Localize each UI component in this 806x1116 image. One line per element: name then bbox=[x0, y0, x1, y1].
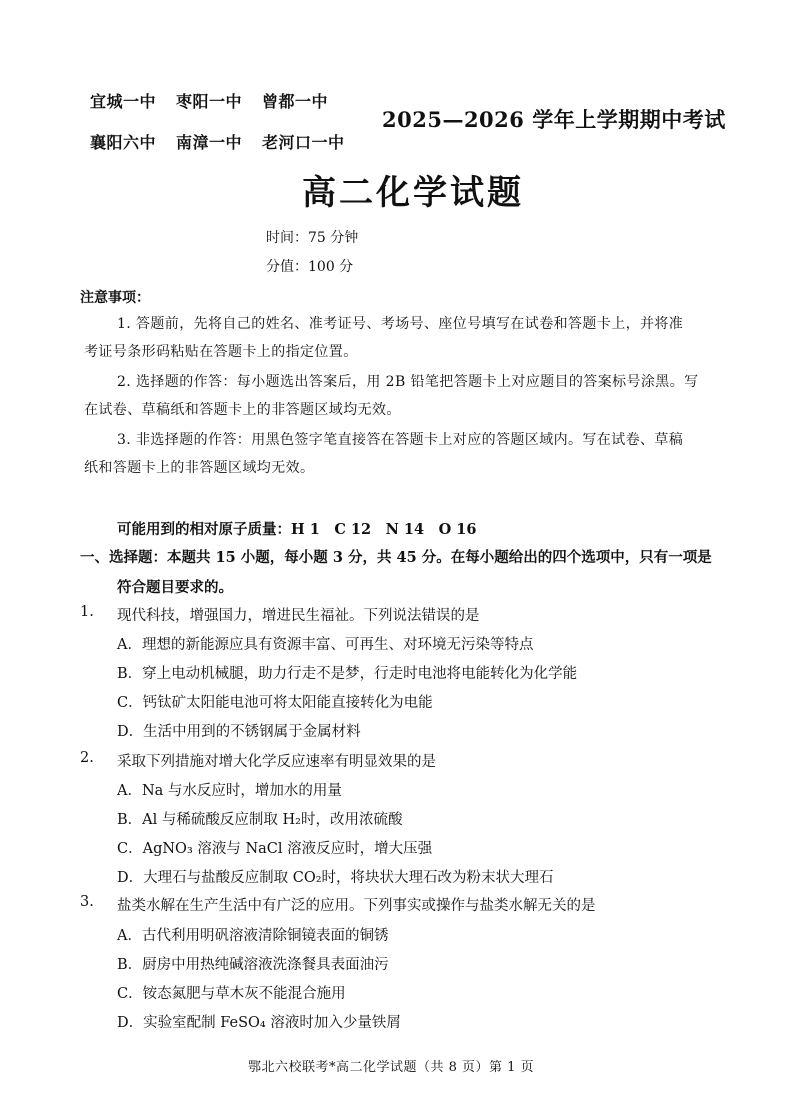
option-text: AgNO₃ 溶液与 NaCl 溶液反应时，增大压强 bbox=[142, 841, 433, 857]
option-text: 理想的新能源应具有资源丰富、可再生、对环境无污染等特点 bbox=[141, 637, 534, 653]
option-text: Al 与稀硫酸反应制取 H₂时，改用浓硫酸 bbox=[142, 812, 403, 828]
option-label: C． bbox=[117, 695, 143, 711]
option-row bbox=[117, 808, 402, 829]
option-text: 厨房中用热纯碱溶液洗涤餐具表面油污 bbox=[142, 957, 389, 973]
school-name: 曾都一中 bbox=[262, 92, 329, 111]
option-text: 钙钛矿太阳能电池可将太阳能直接转化为电能 bbox=[142, 695, 433, 711]
section-heading-line2: 符合题目要求的。 bbox=[117, 579, 233, 596]
question-number: 1. bbox=[80, 604, 94, 620]
option-row bbox=[117, 837, 432, 858]
option-row bbox=[117, 866, 554, 887]
question-stem: 盐类水解在生产生活中有广泛的应用。下列事实或操作与盐类水解无关的是 bbox=[117, 898, 596, 914]
option-row bbox=[117, 779, 342, 800]
school-name: 南漳一中 bbox=[176, 133, 243, 152]
option-row bbox=[117, 1011, 401, 1032]
school-list-row2 bbox=[90, 130, 365, 153]
question-number: 2. bbox=[80, 750, 94, 766]
question-stem: 采取下列措施对增大化学反应速率有明显效果的是 bbox=[117, 754, 436, 770]
option-label: D． bbox=[117, 724, 144, 740]
option-label: D． bbox=[117, 870, 144, 886]
option-label: D． bbox=[117, 1015, 144, 1031]
school-name: 枣阳一中 bbox=[176, 92, 243, 111]
option-row bbox=[117, 924, 388, 945]
option-label: C． bbox=[117, 986, 143, 1002]
section-heading-line1: 一、选择题：本题共 15 小题，每小题 3 分，共 45 分。在每小题给出的四个选项中，只有一项是 bbox=[80, 549, 712, 566]
page-title: 高二化学试题 bbox=[302, 173, 524, 213]
exam-title: 2025—2026 学年上学期期中考试 bbox=[382, 107, 726, 132]
school-name: 宜城一中 bbox=[90, 92, 157, 111]
option-text: 古代利用明矾溶液清除铜镜表面的铜锈 bbox=[141, 928, 389, 944]
option-text: 穿上电动机械腿，助力行走不是梦，行走时电池将电能转化为化学能 bbox=[142, 666, 578, 682]
option-label: B． bbox=[117, 666, 143, 682]
option-row bbox=[117, 633, 533, 654]
option-label: B． bbox=[117, 957, 143, 973]
option-text: 铵态氮肥与草木灰不能混合施用 bbox=[142, 986, 346, 1002]
option-text: Na 与水反应时，增加水的用量 bbox=[141, 783, 342, 799]
notice-item-1-line1: 1. 答题前，先将自己的姓名、准考证号、考场号、座位号填写在试卷和答题卡上，并将准 bbox=[117, 316, 684, 332]
option-row bbox=[117, 953, 389, 974]
question-number: 3. bbox=[80, 894, 94, 910]
school-name: 老河口一中 bbox=[262, 133, 345, 152]
question-stem: 现代科技，增强国力，增进民生福祉。下列说法错误的是 bbox=[117, 608, 480, 624]
option-row bbox=[117, 720, 361, 741]
option-row bbox=[117, 982, 346, 1003]
exam-time: 时间：75 分钟 bbox=[266, 230, 359, 246]
option-text: 实验室配制 FeSO₄ 溶液时加入少量铁屑 bbox=[143, 1015, 401, 1031]
option-label: C． bbox=[117, 841, 143, 857]
option-row bbox=[117, 662, 577, 683]
school-list-row1 bbox=[90, 89, 348, 112]
notice-item-2-line1: 2. 选择题的作答：每小题选出答案后，用 2B 铅笔把答题卡上对应题目的答案标号涂黑。写 bbox=[117, 374, 699, 390]
option-label: A． bbox=[117, 637, 142, 653]
option-row bbox=[117, 691, 433, 712]
option-text: 大理石与盐酸反应制取 CO₂时，将块状大理石改为粉末状大理石 bbox=[143, 870, 554, 886]
option-label: A． bbox=[117, 783, 142, 799]
school-name: 襄阳六中 bbox=[90, 133, 157, 152]
page-footer: 鄂北六校联考*高二化学试题（共 8 页）第 1 页 bbox=[248, 1060, 535, 1075]
atomic-masses: 可能用到的相对原子质量：H 1 C 12 N 14 O 16 bbox=[117, 521, 477, 538]
option-text: 生活中用到的不锈钢属于金属材料 bbox=[143, 724, 361, 740]
exam-score: 分值：100 分 bbox=[266, 259, 354, 275]
notice-item-3-line2: 纸和答题卡上的非答题区域均无效。 bbox=[84, 460, 315, 476]
option-label: A． bbox=[117, 928, 142, 944]
notice-heading: 注意事项： bbox=[80, 290, 150, 306]
notice-item-3-line1: 3. 非选择题的作答：用黑色签字笔直接答在答题卡上对应的答题区域内。写在试卷、草稿 bbox=[117, 432, 684, 448]
notice-item-2-line2: 在试卷、草稿纸和答题卡上的非答题区域均无效。 bbox=[84, 402, 401, 418]
notice-item-1-line2: 考证号条形码粘贴在答题卡上的指定位置。 bbox=[84, 344, 358, 360]
option-label: B． bbox=[117, 812, 143, 828]
